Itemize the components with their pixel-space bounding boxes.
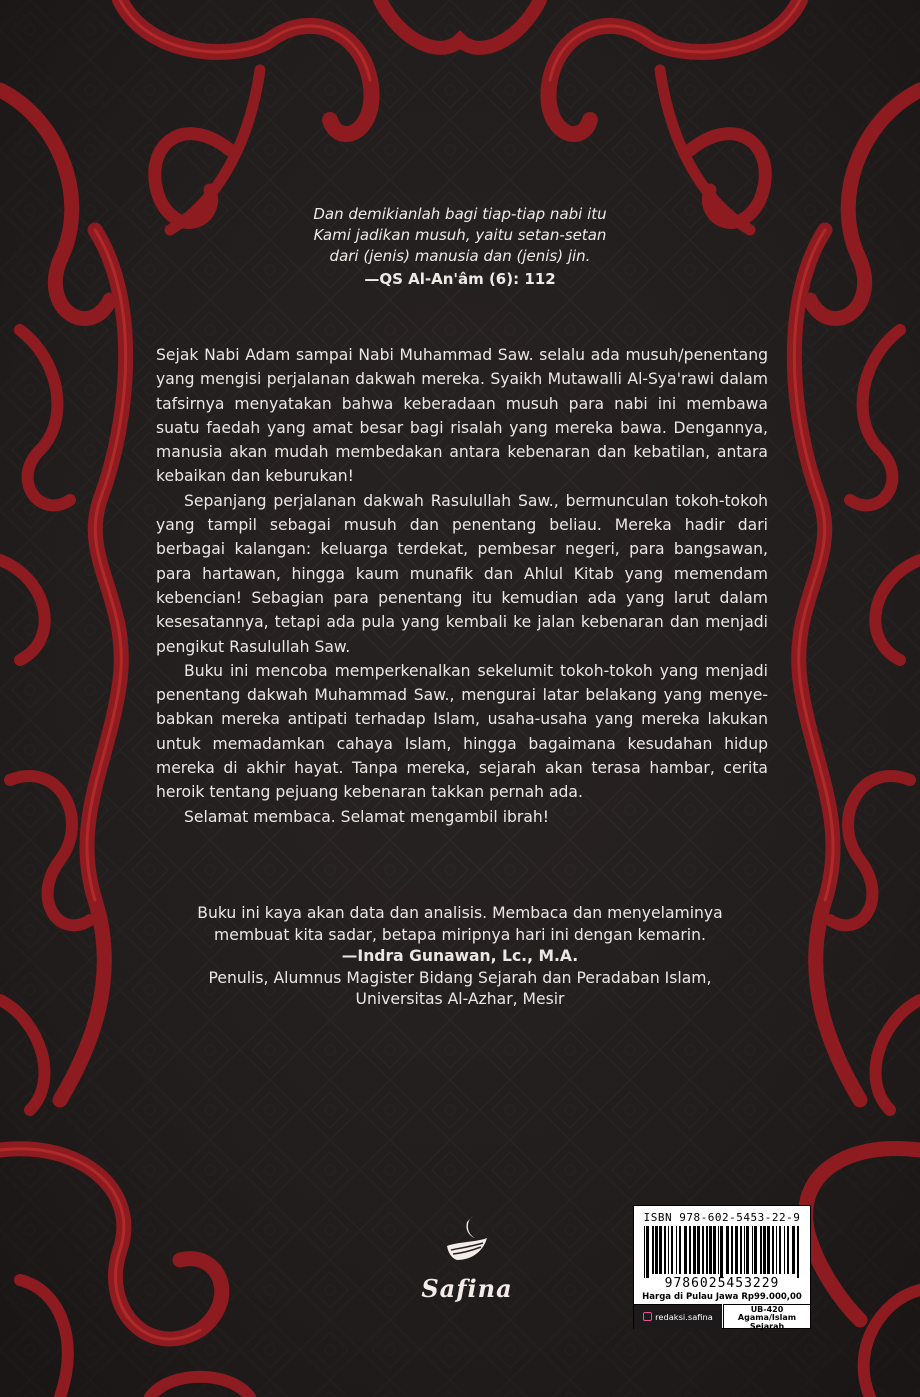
instagram-handle: redaksi.safina <box>655 1312 713 1322</box>
endorser-credential: Universitas Al-Azhar, Mesir <box>355 990 565 1008</box>
barcode-bar <box>713 1226 716 1274</box>
barcode-bar <box>664 1226 666 1274</box>
quote-line: Kami jadikan musuh, yaitu setan-setan <box>313 226 607 244</box>
boat-icon <box>443 1212 491 1268</box>
endorsement-line: membuat kita sadar, betapa miripnya hari ini dengan kemarin. <box>214 925 706 944</box>
barcode-bar <box>646 1226 649 1278</box>
category-line: Sejarah <box>749 1321 785 1331</box>
category-line: UB-420 <box>750 1305 784 1314</box>
barcode-bar <box>720 1226 723 1278</box>
synopsis-paragraph: Sepanjang perjalanan dakwah Rasulullah Saw., bermunculan tokoh-tokoh yang tampil sebagai musuh dan penentang beliau. Mereka hadir dari berbagai kalangan: keluarga terdekat, pembesar negeri, para bangsawan, para hartawan, hingga kaum munafik dan Ahlul Kitab yang memendam kebencian! Sebagian para penentang itu kemudian ada yang larut dalam kesesatannya, tetapi ada pula yang kembali ke jalan kebenaran dan menjadi pengikut Rasulullah Saw. <box>156 491 768 656</box>
barcode-bar <box>709 1226 712 1274</box>
instagram-handle-box <box>634 1304 722 1329</box>
barcode-bar <box>671 1226 673 1274</box>
barcode-bar <box>787 1226 789 1274</box>
barcode-bars <box>634 1226 810 1278</box>
endorser-credential: Penulis, Alumnus Magister Bidang Sejarah dan Peradaban Islam, <box>208 968 712 987</box>
barcode-panel <box>633 1205 811 1329</box>
barcode-bar <box>792 1226 795 1274</box>
barcode-bar <box>702 1226 704 1274</box>
barcode-bar <box>718 1226 719 1274</box>
barcode-bar <box>797 1226 799 1278</box>
barcode-bar <box>659 1226 662 1274</box>
endorsement-line: Buku ini kaya akan data dan analisis. Membaca dan menyelaminya <box>197 904 723 922</box>
publisher-name: Safina <box>421 1274 513 1303</box>
barcode-bar <box>772 1226 774 1274</box>
publisher-logo <box>415 1212 519 1303</box>
barcode-bar <box>744 1226 745 1274</box>
quote-line: Dan demikianlah bagi tiap-tiap nabi itu <box>313 205 607 223</box>
category-line: Agama/Islam <box>737 1313 797 1323</box>
barcode-bar <box>760 1226 762 1274</box>
epigraph-quote <box>250 204 670 267</box>
barcode-bar <box>668 1226 669 1274</box>
barcode-bar <box>693 1226 696 1274</box>
quote-reference: —QS Al-An'âm (6): 112 <box>364 270 556 288</box>
category-box <box>723 1304 810 1331</box>
barcode-bar <box>726 1226 729 1274</box>
barcode-bar <box>679 1226 681 1274</box>
barcode-bar <box>689 1226 691 1274</box>
barcode-bar <box>779 1226 781 1274</box>
barcode-bar <box>776 1226 777 1274</box>
synopsis-paragraph: Buku ini mencoba memperkenalkan sekelumit tokoh-tokoh yang menjadi penentang dakwah Muhammad Saw., mengurai latar belakang yang menyebabkan mereka antipati terhadap Islam, usaha-usaha yang mereka lakukan untuk memadamkan cahaya Islam, hingga bagaimana kesudahan hidup mereka di akhir hayat. Tanpa mereka, sejarah akan terasa hambar, cerita heroik tentang pejuang kebenaran takkan pernah ada. <box>156 661 768 802</box>
barcode-bar <box>746 1226 749 1274</box>
barcode-bar <box>740 1226 742 1274</box>
quote-line: dari (jenis) manusia dan (jenis) jin. <box>329 247 591 265</box>
barcode-bar <box>767 1226 770 1274</box>
barcode-bar <box>752 1226 753 1274</box>
endorser-name: —Indra Gunawan, Lc., M.A. <box>341 947 579 965</box>
endorsement <box>160 903 760 1011</box>
barcode-bar <box>652 1226 654 1274</box>
synopsis <box>156 343 768 829</box>
barcode-number: 9786025453229 <box>664 1276 780 1291</box>
barcode-bar <box>731 1226 733 1274</box>
synopsis-paragraph: Selamat membaca. Selamat mengambil ibrah! <box>184 807 550 826</box>
barcode-bar <box>676 1226 677 1274</box>
barcode-bar <box>644 1226 645 1278</box>
price-label: Harga di Pulau Jawa Rp99.000,00 <box>642 1292 802 1302</box>
barcode-bar <box>706 1226 708 1274</box>
barcode-bar <box>655 1226 658 1274</box>
isbn-label: ISBN 978-602-5453-22-9 <box>643 1211 801 1224</box>
barcode-bar <box>684 1226 687 1274</box>
synopsis-paragraph: Sejak Nabi Adam sampai Nabi Muhammad Saw. selalu ada musuh/penentang yang mengisi perjalanan dakwah mereka. Syaikh Mutawalli Al-Sya'rawi dalam tafsirnya menyatakan bahwa keberadaan musuh para nabi ini membawa suatu faedah yang amat besar bagi risalah yang mereka bawa. Dengannya, manusia akan mudah membedakan antara kebenaran dan kebatilan, antara kebaikan dan keburukan! <box>156 346 768 486</box>
barcode-bar <box>784 1226 785 1274</box>
barcode-bar <box>763 1226 766 1274</box>
instagram-icon <box>643 1312 652 1321</box>
barcode-bar <box>697 1226 700 1274</box>
barcode-bar <box>735 1226 738 1274</box>
barcode-bar <box>754 1226 757 1274</box>
